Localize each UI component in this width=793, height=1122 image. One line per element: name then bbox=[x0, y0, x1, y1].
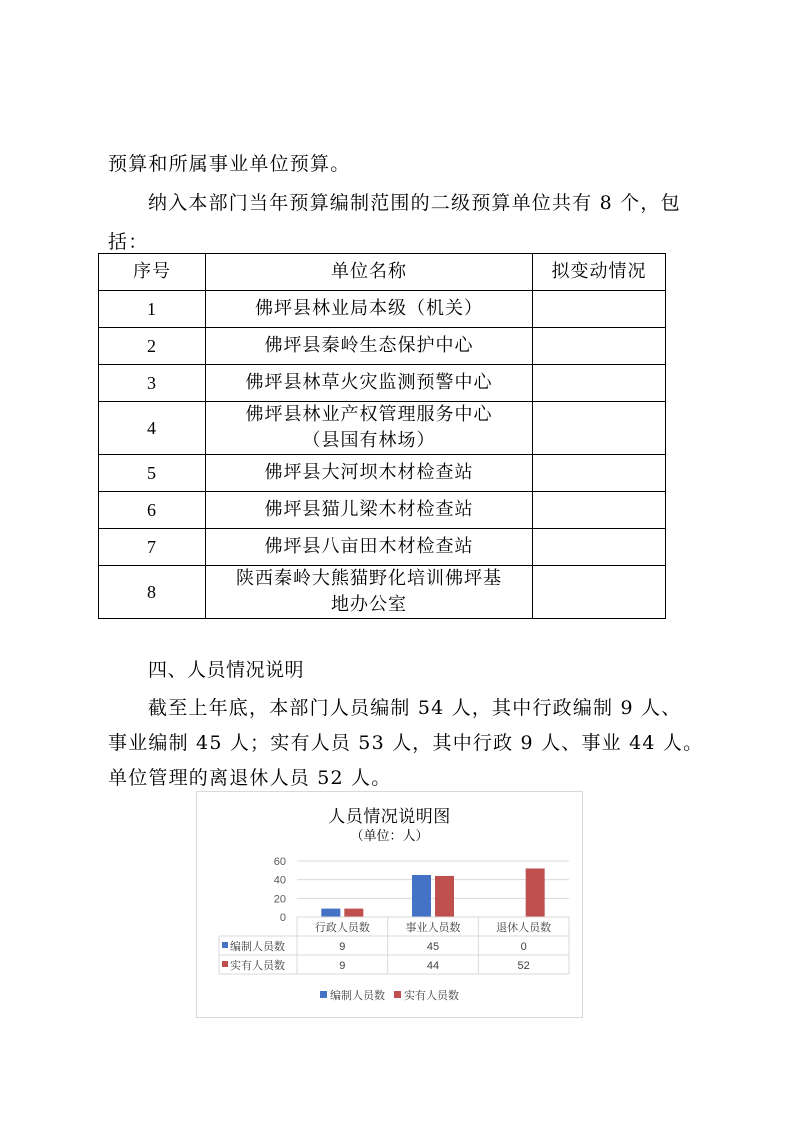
header-name: 单位名称 bbox=[206, 254, 533, 291]
row-name: 佛坪县猫儿梁木材检查站 bbox=[206, 492, 533, 529]
row-name: 佛坪县秦岭生态保护中心 bbox=[206, 328, 533, 365]
table-row bbox=[99, 328, 666, 365]
chart-subtitle: （单位：人） bbox=[350, 829, 429, 844]
row-name: 佛坪县林草火灾监测预警中心 bbox=[206, 365, 533, 402]
row-no: 4 bbox=[99, 402, 206, 455]
category-label: 事业人员数 bbox=[405, 921, 461, 934]
row-name bbox=[206, 402, 533, 455]
data-value: 9 bbox=[339, 960, 346, 972]
y-tick-label: 60 bbox=[273, 856, 286, 868]
row-name-line1: 陕西秦岭大熊猫野化培训佛坪基 bbox=[236, 568, 502, 589]
staff-paragraph-line2: 事业编制 45 人；实有人员 53 人，其中行政 9 人、事业 44 人。 bbox=[108, 732, 704, 754]
bar-退休人员数-实有人员数 bbox=[526, 868, 545, 917]
row-change bbox=[533, 455, 666, 492]
row-no: 5 bbox=[99, 455, 206, 492]
table-row bbox=[99, 402, 666, 455]
row-name-line1: 佛坪县林业产权管理服务中心 bbox=[245, 404, 493, 425]
row-name bbox=[206, 566, 533, 619]
category-label: 退休人员数 bbox=[496, 921, 552, 934]
staff-paragraph-line3: 单位管理的离退休人员 52 人。 bbox=[108, 767, 392, 789]
data-value: 44 bbox=[426, 960, 440, 972]
bar-行政人员数-实有人员数 bbox=[344, 909, 363, 917]
row-no: 6 bbox=[99, 492, 206, 529]
section-heading-staff: 四、人员情况说明 bbox=[148, 659, 305, 681]
table-row bbox=[99, 529, 666, 566]
row-change bbox=[533, 402, 666, 455]
legend-label: 编制人员数 bbox=[330, 989, 385, 1002]
table-row bbox=[99, 291, 666, 328]
row-name: 佛坪县大河坝木材检查站 bbox=[206, 455, 533, 492]
legend-label: 实有人员数 bbox=[404, 989, 459, 1002]
data-value: 9 bbox=[339, 941, 346, 953]
series-row-label: 实有人员数 bbox=[230, 959, 285, 972]
row-change bbox=[533, 566, 666, 619]
staff-paragraph-line1: 截至上年底，本部门人员编制 54 人，其中行政编制 9 人、 bbox=[148, 697, 682, 719]
row-change bbox=[533, 365, 666, 402]
bar-事业人员数-实有人员数 bbox=[435, 876, 454, 917]
paragraph-units-line2: 括： bbox=[108, 231, 149, 253]
row-name-line2: 地办公室 bbox=[331, 594, 407, 615]
row-no: 8 bbox=[99, 566, 206, 619]
y-tick-label: 40 bbox=[273, 874, 286, 887]
row-no: 3 bbox=[99, 365, 206, 402]
paragraph-budget-end: 预算和所属事业单位预算。 bbox=[108, 153, 351, 175]
row-no: 1 bbox=[99, 291, 206, 328]
header-change: 拟变动情况 bbox=[533, 254, 666, 291]
table-row bbox=[99, 492, 666, 529]
row-change bbox=[533, 529, 666, 566]
paragraph-units-line1: 纳入本部门当年预算编制范围的二级预算单位共有 8 个，包 bbox=[148, 192, 681, 214]
series-row-label: 编制人员数 bbox=[230, 940, 285, 953]
bar-行政人员数-编制人员数 bbox=[321, 909, 340, 917]
legend-swatch-实有人员数 bbox=[394, 991, 401, 998]
data-value: 45 bbox=[426, 941, 440, 953]
row-no: 2 bbox=[99, 328, 206, 365]
category-label: 行政人员数 bbox=[314, 921, 370, 934]
legend-key-编制人员数 bbox=[222, 942, 228, 948]
row-change bbox=[533, 328, 666, 365]
table-row bbox=[99, 365, 666, 402]
row-change bbox=[533, 291, 666, 328]
y-tick-label: 0 bbox=[279, 912, 286, 924]
legend-key-实有人员数 bbox=[222, 961, 228, 967]
row-name-line2: （县国有林场） bbox=[302, 430, 436, 451]
row-name: 佛坪县八亩田木材检查站 bbox=[206, 529, 533, 566]
table-row bbox=[99, 455, 666, 492]
units-table bbox=[98, 253, 666, 619]
table-header-row bbox=[99, 254, 666, 291]
chart-title: 人员情况说明图 bbox=[328, 807, 451, 827]
row-name: 佛坪县林业局本级（机关） bbox=[206, 291, 533, 328]
bar-事业人员数-编制人员数 bbox=[412, 875, 431, 917]
table-row bbox=[99, 566, 666, 619]
header-no: 序号 bbox=[99, 254, 206, 291]
data-value: 0 bbox=[520, 941, 527, 953]
staff-chart bbox=[196, 791, 583, 1018]
legend-swatch-编制人员数 bbox=[320, 991, 327, 998]
row-change bbox=[533, 492, 666, 529]
row-no: 7 bbox=[99, 529, 206, 566]
chart-canvas bbox=[197, 792, 582, 1017]
data-value: 52 bbox=[517, 960, 530, 972]
y-tick-label: 20 bbox=[273, 893, 286, 906]
